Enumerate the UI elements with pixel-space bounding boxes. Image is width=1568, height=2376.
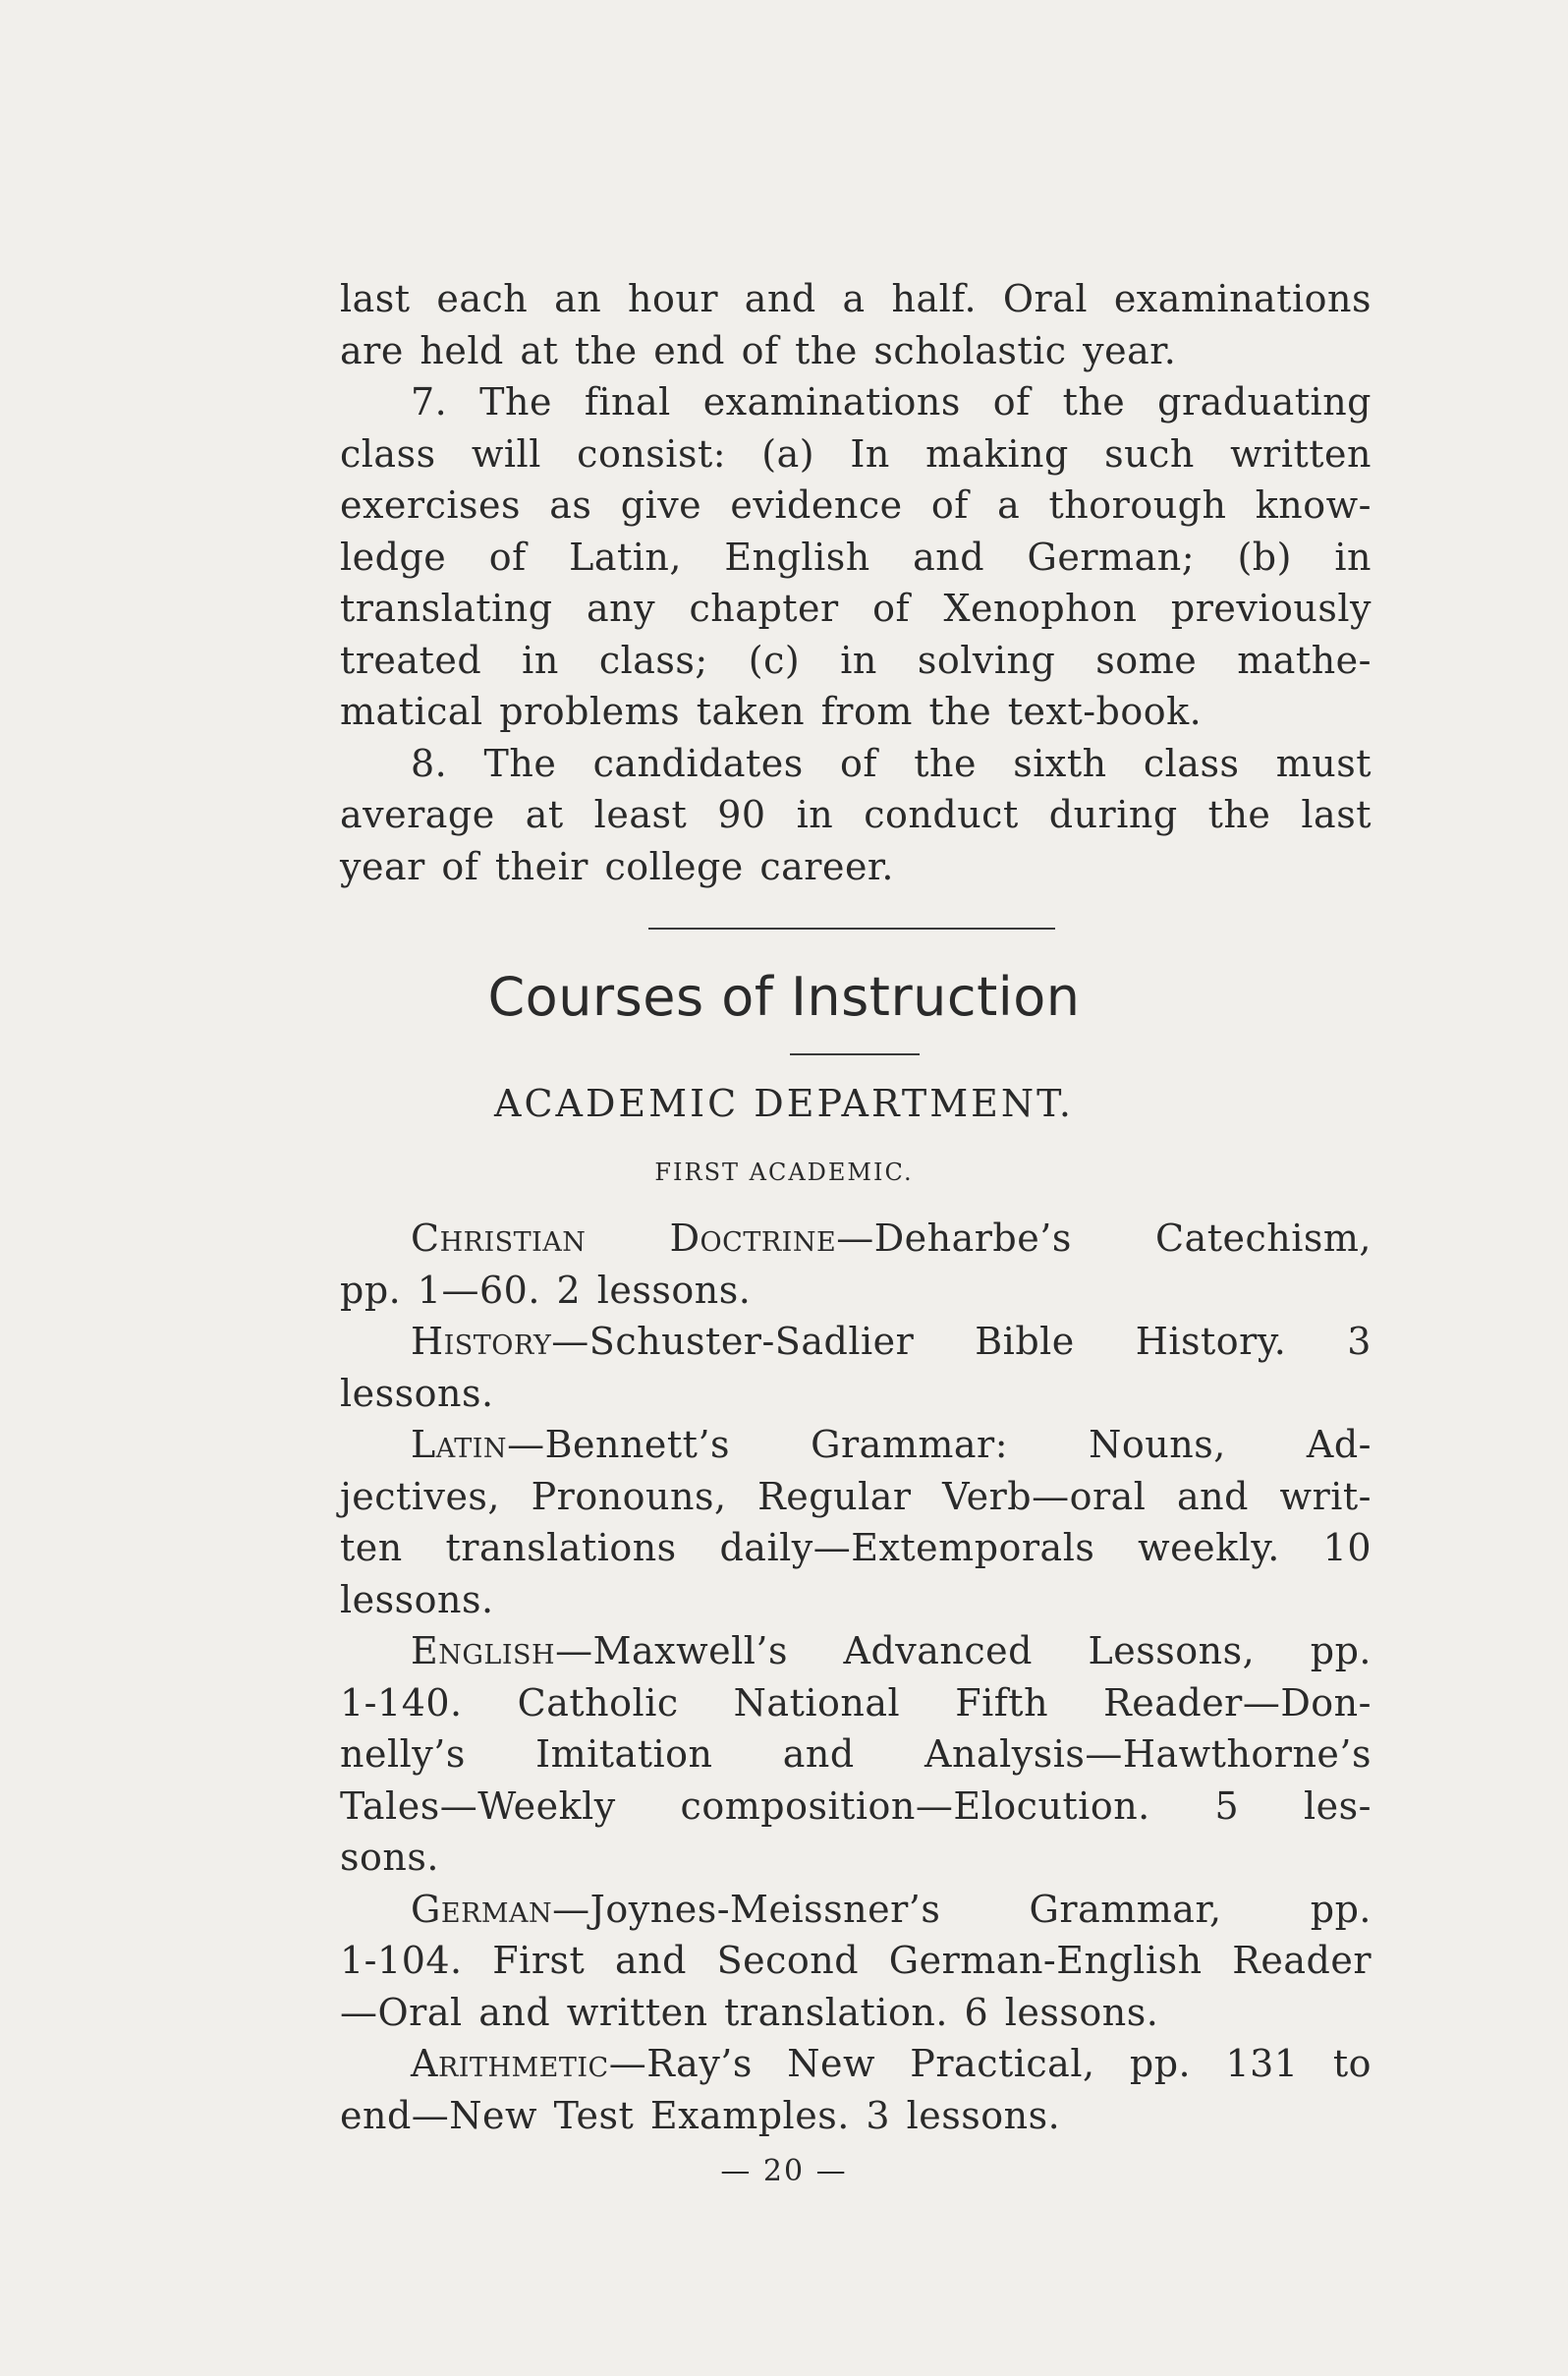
- text-line: translating any chapter of Xenophon previously: [340, 587, 1372, 630]
- course-subject: English: [411, 1629, 556, 1672]
- course-christian-doctrine: [340, 1213, 1372, 1265]
- course-subject: Christian Doctrine: [411, 1216, 837, 1260]
- course-text: —Deharbe’s Catechism,: [836, 1216, 1372, 1260]
- course-english: [340, 1625, 1372, 1677]
- text-line: year of their college career.: [340, 844, 895, 888]
- text-line: 1-104. First and Second German-English Reader: [340, 1939, 1372, 1982]
- text-line: end—New Test Examples. 3 lessons.: [340, 2093, 1061, 2137]
- page-number: — 20 —: [720, 2154, 848, 2188]
- course-latin: [340, 1419, 1372, 1471]
- course-text: —Joynes-Meissner’s Grammar, pp.: [552, 1887, 1372, 1931]
- course-text: —Bennett’s Grammar: Nouns, Ad-: [507, 1423, 1372, 1466]
- text-line: last each an hour and a half. Oral examinations: [340, 277, 1372, 320]
- course-history: [340, 1316, 1372, 1368]
- section-title: Courses of Instruction: [487, 966, 1081, 1028]
- course-text: —Schuster-Sadlier Bible History. 3: [551, 1320, 1372, 1363]
- text-line: ten translations daily—Extemporals weekly. 10: [340, 1526, 1372, 1569]
- text-line: sons.: [340, 1836, 439, 1879]
- text-line: lessons.: [340, 1371, 494, 1415]
- text-line: ledge of Latin, English and German; (b) in: [340, 535, 1372, 579]
- text-line: 8. The candidates of the sixth class must: [411, 741, 1372, 785]
- text-line: average at least 90 in conduct during the last: [340, 793, 1372, 836]
- text-line: pp. 1—60. 2 lessons.: [340, 1268, 752, 1312]
- course-subject: Latin: [411, 1423, 508, 1466]
- section-divider-rule: [648, 928, 1055, 930]
- department-heading: ACADEMIC DEPARTMENT.: [494, 1082, 1074, 1125]
- course-subject: History: [411, 1320, 552, 1363]
- text-line: —Oral and written translation. 6 lessons.: [340, 1990, 1159, 2034]
- course-list: [340, 1213, 1372, 2141]
- text-line: class will consist: (a) In making such written: [340, 431, 1372, 476]
- subsection-heading: FIRST ACADEMIC.: [654, 1159, 914, 1186]
- text-line: are held at the end of the scholastic year.: [340, 328, 1177, 372]
- course-text: —Ray’s New Practical, pp. 131 to: [608, 2042, 1372, 2085]
- text-line: nelly’s Imitation and Analysis—Hawthorne’s: [340, 1732, 1372, 1776]
- text-line: lessons.: [340, 1577, 494, 1621]
- text-line: 1-140. Catholic National Fifth Reader—Don-: [340, 1680, 1372, 1725]
- course-arithmetic: [340, 2038, 1372, 2090]
- title-underline-rule: [790, 1053, 920, 1055]
- text-line: Tales—Weekly composition—Elocution. 5 les-: [340, 1783, 1372, 1828]
- text-line: exercises as give evidence of a thorough know-: [340, 483, 1372, 527]
- course-german: [340, 1884, 1372, 1936]
- text-line: jectives, Pronouns, Regular Verb—oral and writ-: [340, 1474, 1372, 1518]
- course-text: —Maxwell’s Advanced Lessons, pp.: [555, 1629, 1372, 1672]
- text-line: matical problems taken from the text-book.: [340, 690, 1203, 733]
- text-line: treated in class; (c) in solving some mathe-: [340, 638, 1372, 682]
- course-subject: Arithmetic: [411, 2042, 609, 2085]
- course-subject: German: [411, 1887, 553, 1931]
- top-text-block: [340, 273, 1372, 892]
- text-line: 7. The final examinations of the graduating: [411, 380, 1372, 424]
